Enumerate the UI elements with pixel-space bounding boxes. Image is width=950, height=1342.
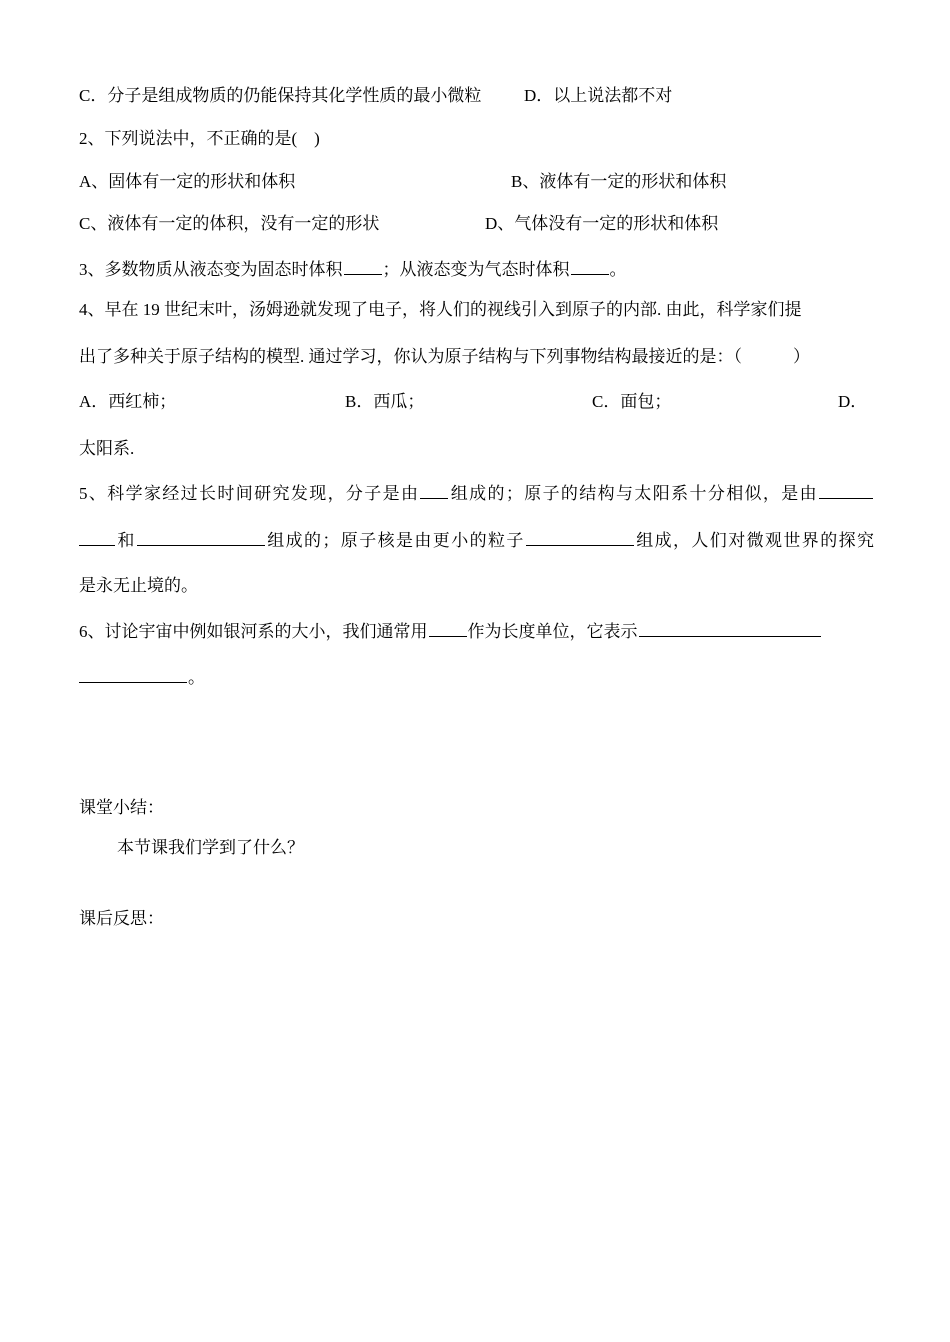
q5-line-3: 是永无止境的。 [79, 576, 198, 595]
answer-blank[interactable] [526, 527, 634, 546]
q4-option-d: D． [838, 392, 868, 411]
q1-option-c: C．分子是组成物质的仍能保持其化学性质的最小微粒 [79, 86, 482, 105]
q6-text-1: 6、讨论宇宙中例如银河系的大小，我们通常用 [79, 622, 428, 641]
q5-text-5: 组成，人们对微观世界的探究 [634, 531, 875, 550]
q5-text-4: 组成的；原子核是由更小的粒子 [265, 531, 525, 550]
q4-line-1: 4、早在 19 世纪末叶，汤姆逊就发现了电子，将人们的视线引入到原子的内部. 由此，科学家们提 [79, 300, 802, 319]
q2-option-d: D、气体没有一定的形状和体积 [485, 214, 719, 233]
answer-blank[interactable] [639, 618, 821, 637]
q4-option-b: B．西瓜； [345, 392, 425, 411]
q3-line [79, 256, 627, 282]
q5-text-1: 5、科学家经过长时间研究发现，分子是由 [79, 484, 420, 503]
summary-question: 本节课我们学到了什么？ [117, 838, 304, 857]
q6-text-2: 作为长度单位，它表示 [467, 622, 638, 641]
answer-blank[interactable] [79, 664, 187, 683]
q5-line-1 [79, 480, 874, 506]
q3-text-3: 。 [609, 260, 627, 279]
q6-text-3: 。 [188, 668, 205, 687]
q3-text-2: ；从液态变为气态时体积 [382, 260, 570, 279]
answer-blank[interactable] [137, 527, 265, 546]
q3-text-1: 3、多数物质从液态变为固态时体积 [79, 260, 343, 279]
summary-heading: 课堂小结： [79, 798, 164, 817]
answer-blank[interactable] [420, 480, 448, 499]
q5-text-2: 组成的；原子的结构与太阳系十分相似，是由 [449, 484, 819, 503]
q6-line-1 [79, 618, 874, 644]
q1-option-d: D．以上说法都不对 [524, 86, 673, 105]
q4-option-c: C．面包； [592, 392, 672, 411]
q2-option-b: B、液体有一定的形状和体积 [511, 172, 727, 191]
q4-option-a: A．西红柿； [79, 392, 177, 411]
answer-blank[interactable] [429, 618, 467, 637]
q2-stem: 2、下列说法中，不正确的是( ) [79, 129, 320, 148]
answer-blank[interactable] [571, 256, 609, 275]
q2-option-a: A、固体有一定的形状和体积 [79, 172, 296, 191]
q2-option-c: C、液体有一定的体积，没有一定的形状 [79, 214, 380, 233]
answer-blank[interactable] [344, 256, 382, 275]
reflection-heading: 课后反思： [79, 909, 164, 928]
q5-text-3: 和 [116, 531, 136, 550]
q4-option-d-cont: 太阳系. [79, 439, 135, 458]
q5-line-2 [79, 527, 874, 553]
q6-line-2 [79, 664, 205, 690]
answer-blank[interactable] [819, 480, 873, 499]
answer-blank[interactable] [79, 527, 115, 546]
q4-line-2: 出了多种关于原子结构的模型. 通过学习，你认为原子结构与下列事物结构最接近的是：（ ） [79, 347, 810, 366]
